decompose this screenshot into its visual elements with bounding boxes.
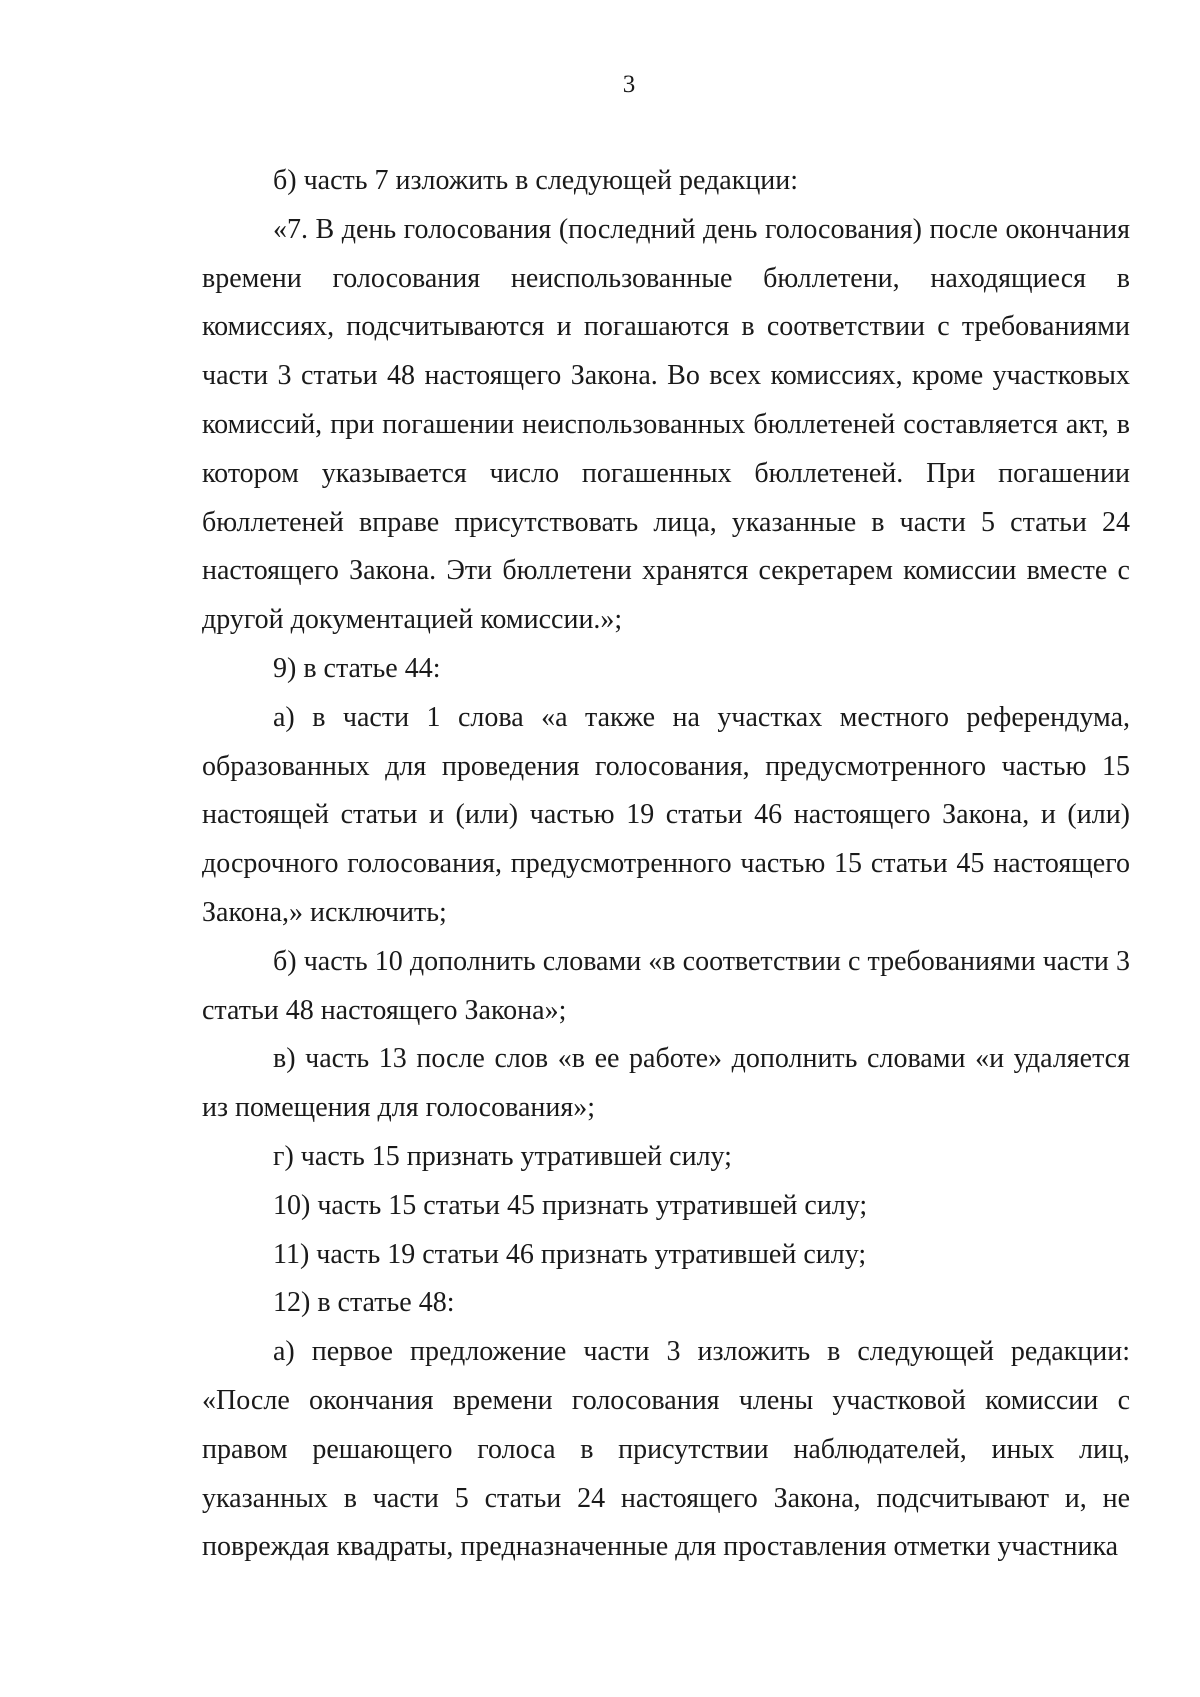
paragraph-item11: 11) часть 19 статьи 46 признать утратившей силу; bbox=[273, 1238, 867, 1270]
paragraph-part7-heading: б) часть 7 изложить в следующей редакции: bbox=[273, 165, 799, 196]
paragraph-item12-a: а) первое предложение части 3 изложить в следующей редакции: «После окончания времени голосования члены участковой комиссии с правом решающего голоса в присутствии наблюдателей, иных лиц, указанных в части 5 статьи 24 настоящего Закона, подсчитывают и, не повреждая квадраты, предназначенные для проставления отметки участника bbox=[202, 1336, 1130, 1563]
paragraph-item9-a: а) в части 1 слова «а также на участках местного референдума, образованных для проведения голосования, предусмотренного частью 15 настоящей статьи и (или) частью 19 статьи 46 настоящего Закона, и (или) досрочного голосования, предусмотренного частью 15 статьи 45 настоящего Закона,» исключить; bbox=[202, 701, 1130, 928]
document-body bbox=[202, 157, 1130, 1572]
paragraph-item9-b: б) часть 10 дополнить словами «в соответствии с требованиями части 3 статьи 48 настоящего Закона»; bbox=[202, 945, 1130, 1026]
paragraph-item9-heading: 9) в статье 44: bbox=[273, 652, 441, 684]
paragraph-item10: 10) часть 15 статьи 45 признать утратившей силу; bbox=[273, 1189, 868, 1221]
paragraph-item12-heading: 12) в статье 48: bbox=[273, 1287, 455, 1319]
paragraph-part7-text: «7. В день голосования (последний день голосования) после окончания времени голосования неиспользованные бюллетени, находящиеся в комиссиях, подсчитываются и погашаются в соответствии с требованиями части 3 статьи 48 настоящего Закона. Во всех комиссиях, кроме участковых комиссий, при погашении неиспользованных бюллетеней составляется акт, в котором указывается число погашенных бюллетеней. При погашении бюллетеней вправе присутствовать лица, указанные в части 5 статьи 24 настоящего Закона. Эти бюллетени хранятся секретарем комиссии вместе с другой документацией комиссии.»; bbox=[202, 213, 1130, 636]
paragraph-item9-v: в) часть 13 после слов «в ее работе» дополнить словами «и удаляется из помещения для голосования»; bbox=[202, 1043, 1130, 1124]
page-number: 3 bbox=[622, 71, 636, 98]
paragraph-item9-g: г) часть 15 признать утратившей силу; bbox=[273, 1140, 732, 1172]
